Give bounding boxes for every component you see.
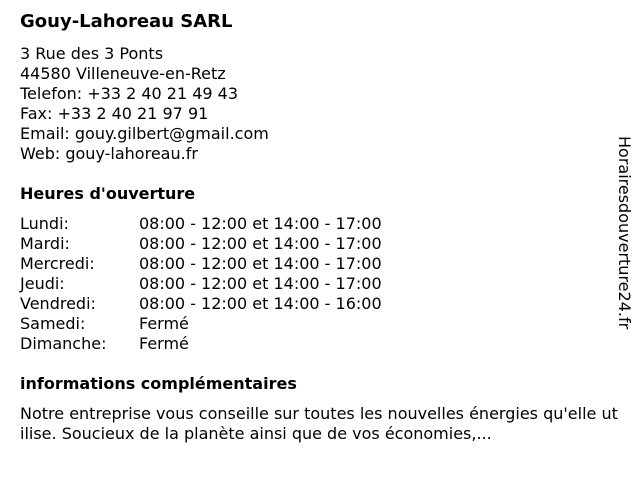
hours-heading: Heures d'ouverture: [20, 184, 196, 203]
web-line: Web: gouy-lahoreau.fr: [20, 144, 198, 163]
hours-time: 08:00 - 12:00 et 14:00 - 17:00: [139, 274, 382, 293]
hours-table: [20, 214, 382, 354]
hours-day: Jeudi:: [20, 274, 65, 293]
hours-time: 08:00 - 12:00 et 14:00 - 16:00: [139, 294, 382, 313]
company-name: Gouy-Lahoreau SARL: [20, 11, 233, 32]
hours-day: Lundi:: [20, 214, 69, 233]
hours-day: Samedi:: [20, 314, 86, 333]
hours-row-friday: [20, 294, 382, 314]
hours-day: Dimanche:: [20, 334, 107, 353]
site-watermark: Horairesdouverture24.fr: [615, 136, 634, 330]
contact-block: [20, 44, 269, 164]
city-address: 44580 Villeneuve-en-Retz: [20, 64, 226, 83]
info-heading: informations complémentaires: [20, 374, 297, 393]
hours-time: Fermé: [139, 314, 189, 333]
hours-row-wednesday: [20, 254, 382, 274]
hours-row-monday: [20, 214, 382, 234]
hours-day: Mardi:: [20, 234, 70, 253]
info-text: Notre entreprise vous conseille sur toutes les nouvelles énergies qu'elle utilise. Soucieux de la planète ainsi que de vos économies,...: [20, 404, 618, 443]
hours-time: 08:00 - 12:00 et 14:00 - 17:00: [139, 214, 382, 233]
hours-row-thursday: [20, 274, 382, 294]
phone-line: Telefon: +33 2 40 21 49 43: [20, 84, 239, 103]
hours-time: 08:00 - 12:00 et 14:00 - 17:00: [139, 234, 382, 253]
hours-day: Mercredi:: [20, 254, 95, 273]
hours-row-sunday: [20, 334, 382, 354]
hours-day: Vendredi:: [20, 294, 96, 313]
hours-time: Fermé: [139, 334, 189, 353]
fax-line: Fax: +33 2 40 21 97 91: [20, 104, 209, 123]
hours-row-tuesday: [20, 234, 382, 254]
street-address: 3 Rue des 3 Ponts: [20, 44, 164, 63]
hours-row-saturday: [20, 314, 382, 334]
email-line: Email: gouy.gilbert@gmail.com: [20, 124, 269, 143]
hours-time: 08:00 - 12:00 et 14:00 - 17:00: [139, 254, 382, 273]
